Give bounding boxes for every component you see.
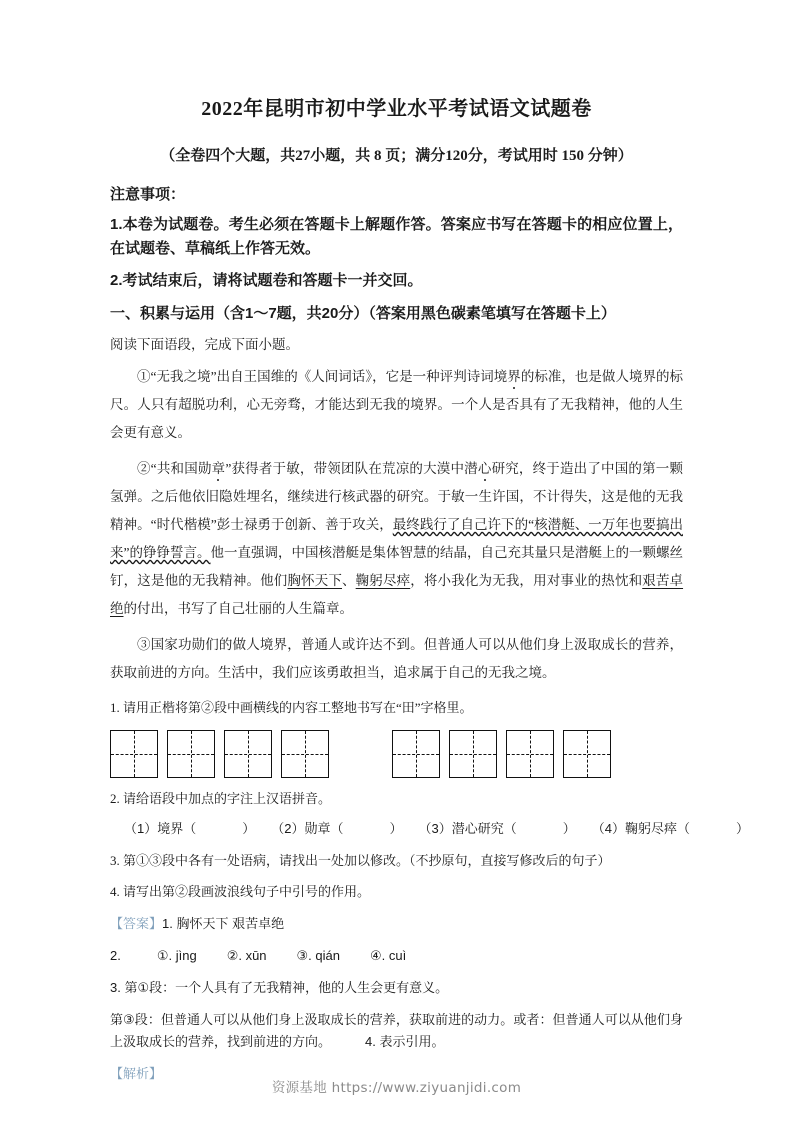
passage-p2-part-e: 、 — [342, 573, 356, 589]
passage-paragraph-3: ③国家功勋们的做人境界，普通人或许达不到。但普通人可以从他们身上汲取成长的营养，获取前进的方向。生活中，我们应该勇敢担当，追求属于自己的无我之境。 — [110, 637, 683, 681]
tianzige-cell[interactable] — [563, 730, 611, 778]
passage-p2-part-g: 的付出，书写了自己壮丽的人生篇章。 — [123, 601, 353, 617]
answer-line-1 — [110, 903, 683, 935]
footer-watermark: 资源基地 https://www.ziyuanjidi.com — [271, 1080, 522, 1096]
dot-emphasis-jie: 界 — [507, 369, 521, 385]
answer-tag: 【答案】 — [110, 915, 163, 931]
pinyin-item-4-close: ） — [736, 821, 750, 837]
pinyin-item-1-close: ） — [242, 821, 256, 837]
answer-line-3a: 3. 第①段：一个人具有了无我精神，他的人生会更有意义。 — [110, 979, 449, 995]
answer-line-2 — [110, 935, 683, 967]
passage-lead-in: 阅读下面语段，完成下面小题。 — [110, 336, 299, 352]
tianzige-cell[interactable] — [281, 730, 329, 778]
question-1: 1. 请用正楷将第②段中画横线的内容工整地书写在“田”字格里。 — [110, 700, 473, 716]
question-2: 2. 请给语段中加点的字注上汉语拼音。 — [110, 790, 332, 806]
notice-item-2: 2.考试结束后，请将试题卷和答题卡一并交回。 — [110, 271, 423, 289]
section-heading-one: 一、积累与运用（含1～7题，共20分）（答案用黑色碳素笔填写在答题卡上） — [110, 304, 616, 322]
passage-paragraph-1 — [110, 355, 683, 447]
pinyin-item-3-word: 潜心研究（ — [451, 821, 517, 837]
underlined-phrase-jugong: 鞠躬尽瘁 — [355, 573, 411, 589]
passage-p1-part-a: ①“无我之境”出自王国维的《人间词话》，它是一种评判诗词境 — [137, 369, 508, 385]
question-3: 3. 第①③段中各有一处语病，请找出一处加以修改。（不抄原句，直接写修改后的句子） — [110, 852, 611, 868]
underlined-phrase-jianku: 艰苦卓绝 — [110, 573, 684, 617]
page-title: 2022年昆明市初中学业水平考试语文试题卷 — [201, 98, 592, 120]
pinyin-item-3-close: ） — [562, 821, 576, 837]
pinyin-item-2-close: ） — [389, 821, 403, 837]
answer-2-label: 2. — [110, 947, 121, 963]
pinyin-item-4-num: （4） — [591, 821, 626, 837]
notice-heading: 注意事项： — [110, 185, 186, 203]
pinyin-item-1-word: 境界（ — [157, 821, 197, 837]
pinyin-item-3-num: （3） — [418, 821, 452, 837]
tianzige-cell[interactable] — [167, 730, 215, 778]
underlined-phrase-xiongtian: 胸怀天下 — [287, 573, 342, 589]
question-4: 4. 请写出第②段画波浪线句子中引号的作用。 — [110, 884, 371, 900]
tianzige-cell[interactable] — [392, 730, 440, 778]
pinyin-item-2-word: 勋章（ — [304, 821, 344, 837]
tianzige-cell[interactable] — [224, 730, 272, 778]
answer-line-3b — [110, 999, 683, 1053]
page-subtitle: （全卷四个大题，共27小题，共 8 页；满分120分，考试用时 150 分钟） — [160, 148, 633, 164]
wavy-underlined-quote: 最终践行了自己许下的“核潜艇、一万年也要搞出来”的铮铮誓言。 — [110, 517, 683, 561]
dot-emphasis-zhang: 章 — [211, 461, 226, 477]
tianzige-cell[interactable] — [110, 730, 158, 778]
analysis-tag: 【解析】 — [110, 1066, 163, 1082]
passage-p2-part-d: 他一直强调，中国核潜艇是集体智慧的结晶，自己充其量只是潜艇上的一颗螺丝钉，这是他的无我精神。他们 — [110, 545, 683, 589]
pinyin-item-1-num: （1） — [124, 821, 158, 837]
answer-2-item-1: ①. jìng — [156, 947, 197, 963]
dot-emphasis-xin: 心 — [477, 461, 492, 477]
tianzige-cell[interactable] — [449, 730, 497, 778]
notice-item-1: 1.本卷为试题卷。考生必须在答题卡上解题作答。答案应书写在答题卡的相应位置上，在试题卷、草稿纸上作答无效。 — [110, 216, 683, 258]
tianzige-cell[interactable] — [506, 730, 554, 778]
answer-2-item-3: ③. qián — [296, 947, 340, 963]
pinyin-item-2-num: （2） — [271, 821, 305, 837]
answer-2-item-2: ②. xūn — [226, 947, 267, 963]
answer-1-text: 1. 胸怀天下 艰苦卓绝 — [162, 915, 285, 931]
passage-paragraph-2 — [110, 447, 683, 623]
answer-4-text: 4. 表示引用。 — [365, 1034, 445, 1050]
passage-p1-part-b: 的标准，也是做人境界的标尺。人只有超脱功利，心无旁骛，才能达到无我的境界。一个人是否具有了无我精神，他的人生会更有意义。 — [110, 369, 684, 441]
pinyin-item-4-word: 鞠躬尽瘁（ — [625, 821, 691, 837]
answer-2-item-4: ④. cuì — [370, 947, 407, 963]
passage-p2-part-c: 研究，终于造出了中国的第一颗氢弹。之后他依旧隐姓埋名，继续进行核武器的研究。于敏一生许国，不计得失，这是他的无我精神。“时代楷模”彭士禄勇于创新、善于攻关， — [110, 461, 683, 533]
tianzige-grid-row — [110, 719, 683, 778]
passage-p2-part-a: ②“共和国勋 — [137, 461, 212, 477]
passage-p2-part-f: ，将小我化为无我，用对事业的热忱和 — [410, 573, 643, 589]
answer-3-part-2: 第③段：但普通人可以从他们身上汲取成长的营养，获取前进的动力。或者：但普通人可以从他们身上汲取成长的营养，找到前进的方向。 — [110, 1011, 683, 1050]
passage-p2-part-b: ”获得者于敏，带领团队在荒凉的大漠中潜 — [225, 461, 478, 477]
question-2-blanks — [110, 809, 750, 840]
